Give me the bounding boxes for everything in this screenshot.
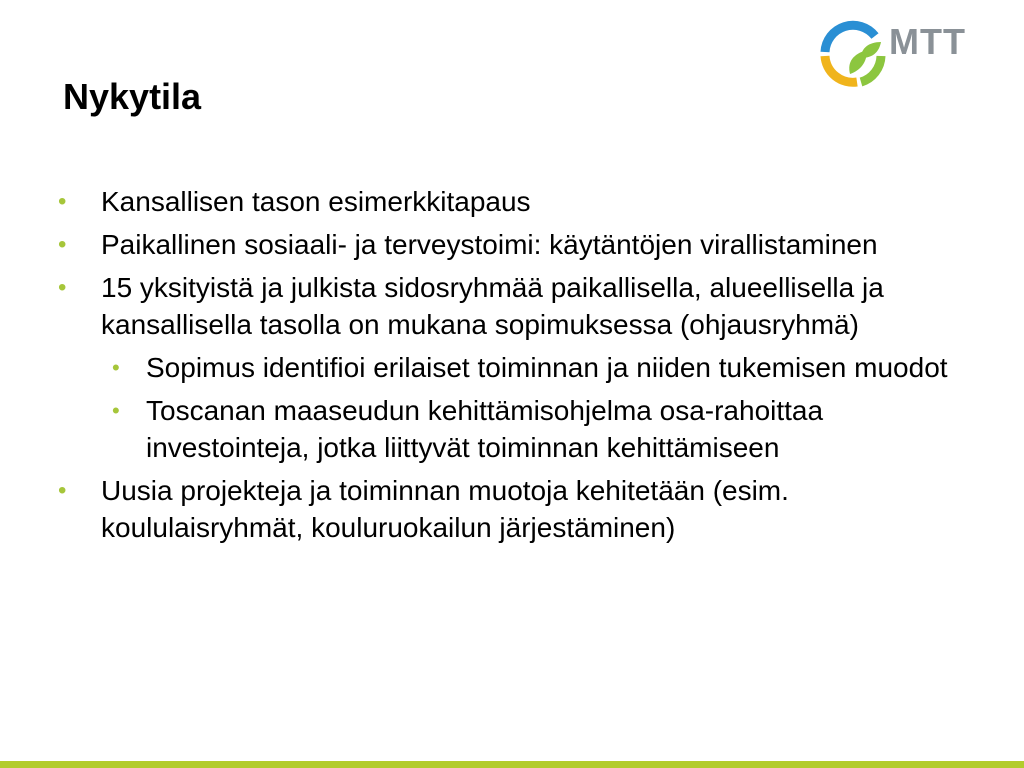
sub-bullet-text: Sopimus identifioi erilaiset toiminnan ja niiden tukemisen muodot [146,352,948,383]
bullet-text: Uusia projekteja ja toiminnan muotoja kehitetään (esim. koululaisryhmät, kouluruokailun järjestäminen) [101,475,789,543]
bullet-icon: • [58,188,67,215]
mtt-leaf-circle-logo-icon [817,18,889,90]
bullet-icon: • [58,274,67,301]
sub-bullet-icon: • [112,355,120,380]
logo-text: MTT [889,21,966,62]
bullet-icon: • [58,477,67,504]
sub-bullet-list [101,349,978,466]
sub-bullet-text: Toscanan maaseudun kehittämisohjelma osa-rahoittaa investointeja, jotka liittyvät toiminnan kehittämiseen [146,395,824,463]
bullet-text: Kansallisen tason esimerkkitapaus [101,186,531,217]
bullet-item [58,183,978,220]
sub-bullet-item [101,349,978,386]
slide-title: Nykytila [63,76,202,117]
bullet-item [58,269,978,466]
bullet-text: 15 yksityistä ja julkista sidosryhmää paikallisella, alueellisella ja kansallisella tasolla on mukana sopimuksessa (ohjausryhmä) [101,272,884,340]
bottom-accent-bar [0,761,1024,768]
sub-bullet-item [101,392,978,466]
mtt-logo [817,18,987,90]
bullet-icon: • [58,231,67,258]
bullet-item [58,226,978,263]
bullet-item [58,472,978,546]
bullet-list [58,183,978,552]
sub-bullet-icon: • [112,398,120,423]
bullet-text: Paikallinen sosiaali- ja terveystoimi: käytäntöjen virallistaminen [101,229,878,260]
